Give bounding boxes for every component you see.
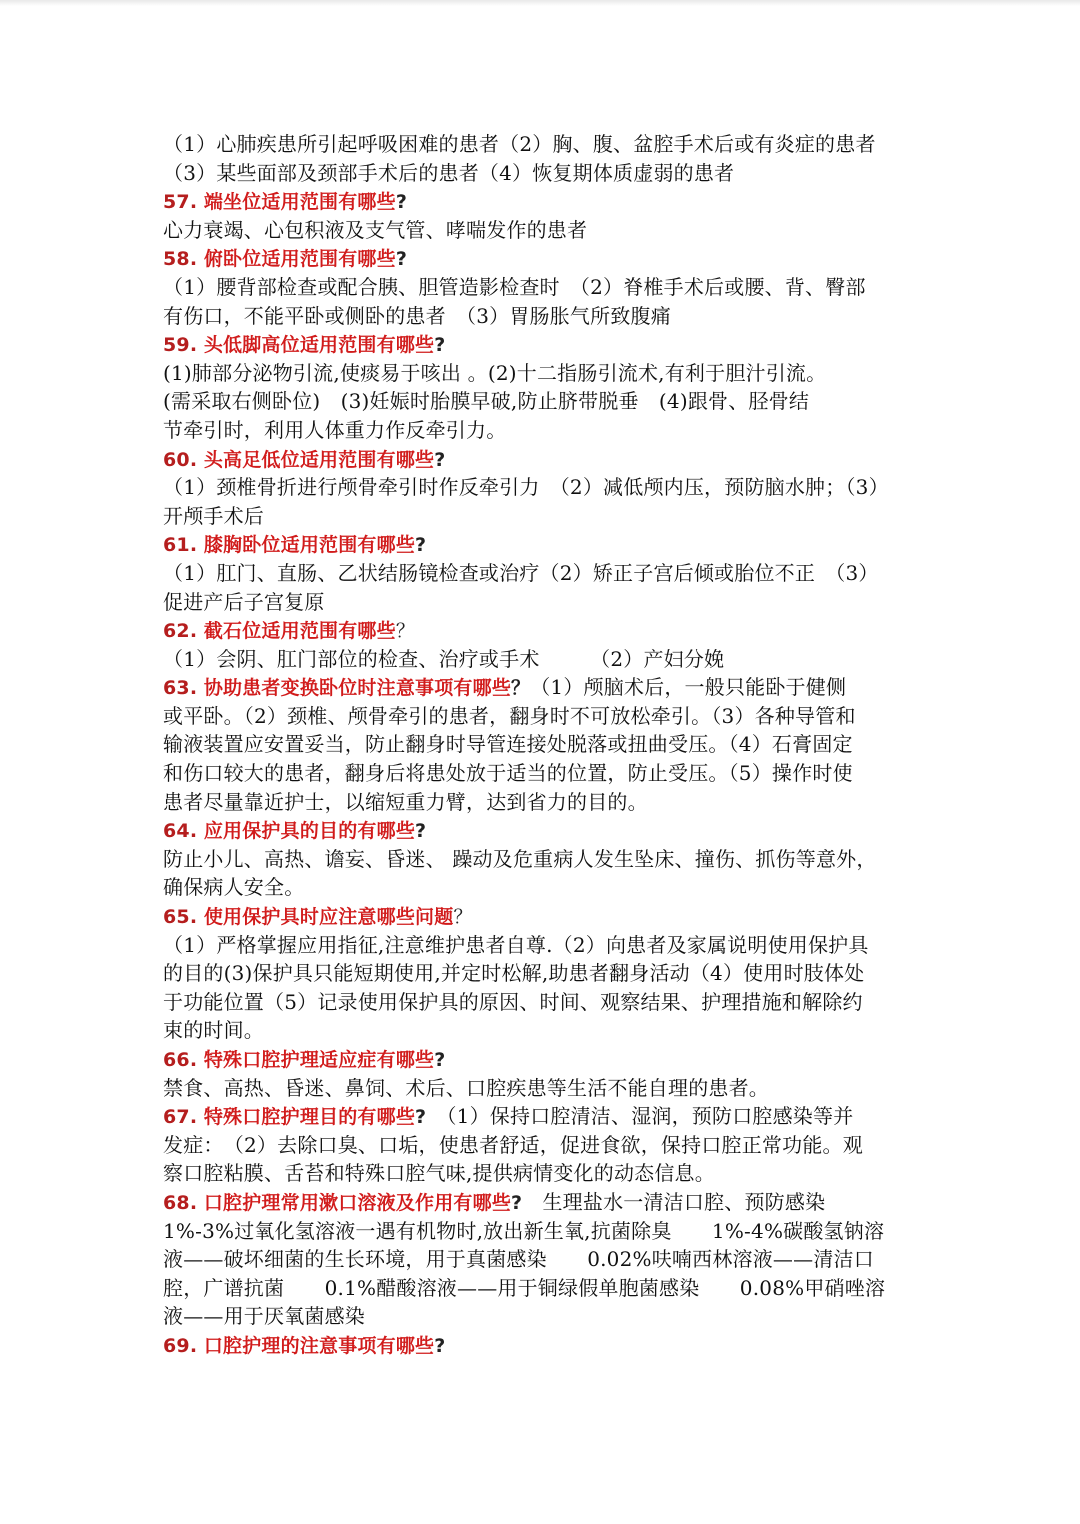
question-title: 端坐位适用范围有哪些 [203, 191, 396, 214]
question-mark: ? [434, 1334, 446, 1357]
answer-line: 和伤口较大的患者，翻身后将患处放于适当的位置，防止受压。（5）操作时使 [163, 761, 853, 786]
inline-answer: （1）保持口腔清洁、湿润，预防口腔感染等并 [426, 1104, 854, 1129]
question-title: 使用保护具时应注意哪些问题 [203, 906, 454, 929]
intro-line: （1）心肺疾患所引起呼吸困难的患者（2）胸、腹、盆腔手术后或有炎症的患者 [163, 132, 876, 156]
answer-line: （1）会阴、肛门部位的检查、治疗或手术 （2）产妇分娩 [163, 646, 725, 671]
answer-line: 于功能位置（5）记录使用保护具的原因、时间、观察结果、护理措施和解除约 [163, 989, 863, 1014]
answer-line: 1%-3%过氧化氢溶液一遇有机物时,放出新生氧,抗菌除臭 1%-4%碳酸氢钠溶 [163, 1218, 885, 1243]
question-number: 65. [163, 906, 198, 929]
inline-answer: （1）颅脑术后，一般只能卧于健侧 [530, 675, 847, 700]
intro-line: （3）某些面部及颈部手术后的患者（4）恢复期体质虚弱的患者 [163, 160, 735, 185]
answer-line: 心力衰竭、心包积液及支气管、哮喘发作的患者 [163, 217, 588, 242]
question-number: 67. [163, 1106, 198, 1129]
question-heading [163, 1188, 923, 1217]
answer-line: （1）腰背部检查或配合胰、胆管造影检查时 （2）脊椎手术后或腰、背、臀部 [163, 274, 866, 299]
answer-line: 输液装置应安置妥当，防止翻身时导管连接处脱落或扭曲受压。（4）石膏固定 [163, 732, 853, 757]
question-mark: ? [511, 1191, 523, 1214]
question-title: 截石位适用范围有哪些 [203, 620, 396, 643]
inline-answer: 生理盐水一清洁口腔、预防感染 [522, 1189, 826, 1214]
answer-line: 开颅手术后 [163, 503, 264, 528]
answer-line: 的目的(3)保护具只能短期使用,并定时松解,助患者翻身活动（4）使用时肢体处 [163, 961, 865, 986]
answer-line: 束的时间。 [163, 1018, 264, 1043]
question-heading [163, 187, 923, 216]
question-number: 64. [163, 820, 198, 843]
question-title: 应用保护具的目的有哪些 [203, 820, 416, 843]
question-heading [163, 244, 923, 273]
answer-line: （1）严格掌握应用指征,注意维护患者自尊.（2）向患者及家属说明使用保护具 [163, 932, 869, 957]
question-heading [163, 816, 923, 845]
question-heading [163, 1331, 923, 1360]
answer-line: 液——用于厌氧菌感染 [163, 1304, 365, 1329]
scan-edge-shadow [0, 0, 1080, 6]
question-number: 61. [163, 534, 198, 557]
question-number: 66. [163, 1049, 198, 1071]
answer-line: （1）肛门、直肠、乙状结肠镜检查或治疗（2）矫正子宫后倾或胎位不正 （3） [163, 560, 879, 585]
question-title: 特殊口腔护理适应症有哪些 [203, 1049, 435, 1071]
question-mark: ？ [511, 677, 531, 700]
question-title: 头低脚高位适用范围有哪些 [203, 334, 435, 357]
question-number: 57. [163, 191, 198, 214]
question-mark: ? [415, 534, 427, 557]
answer-line: 发症： （2）去除口臭、口垢，使患者舒适，促进食欲，保持口腔正常功能。观 [163, 1132, 863, 1157]
question-heading [163, 445, 923, 474]
answer-line: 有伤口，不能平卧或侧卧的患者 （3）胃肠胀气所致腹痛 [163, 303, 671, 328]
question-number: 68. [163, 1191, 198, 1214]
question-mark: ? [434, 1049, 446, 1071]
question-mark: ? [434, 448, 446, 471]
question-number: 58. [163, 248, 198, 271]
answer-line: 禁食、高热、昏迷、鼻饲、术后、口腔疾患等生活不能自理的患者。 [163, 1075, 769, 1100]
answer-line: 察口腔粘膜、舌苔和特殊口腔气味,提供病情变化的动态信息。 [163, 1161, 715, 1186]
question-number: 63. [163, 677, 198, 700]
question-heading [163, 330, 923, 359]
question-mark: ？ [453, 906, 473, 929]
question-number: 59. [163, 334, 198, 357]
answer-line: 患者尽量靠近护士，以缩短重力臂，达到省力的目的。 [163, 789, 648, 814]
question-mark: ? [415, 1106, 427, 1129]
question-heading [163, 530, 923, 559]
question-number: 69. [163, 1334, 198, 1357]
answer-line: 节牵引时，利用人体重力作反牵引力。 [163, 417, 507, 442]
question-mark: ? [415, 820, 427, 843]
question-title: 膝胸卧位适用范围有哪些 [203, 534, 416, 557]
question-heading [163, 616, 923, 645]
question-mark: ? [395, 191, 408, 214]
question-title: 俯卧位适用范围有哪些 [203, 248, 396, 271]
question-heading [163, 1045, 923, 1074]
answer-line: (需采取右侧卧位) (3)妊娠时胎膜早破,防止脐带脱垂 (4)跟骨、胫骨结 [163, 389, 810, 414]
question-mark: ？ [395, 620, 416, 643]
answer-line: 防止小儿、高热、谵妄、昏迷、 躁动及危重病人发生坠床、撞伤、抓伤等意外， [163, 846, 877, 871]
question-title: 协助患者变换卧位时注意事项有哪些 [203, 677, 512, 700]
question-title: 特殊口腔护理目的有哪些 [203, 1106, 416, 1129]
answer-line: （1）颈椎骨折进行颅骨牵引时作反牵引力 （2）减低颅内压，预防脑水肿；（3） [163, 475, 889, 500]
page-content [163, 130, 923, 1360]
answer-line: 腔，广谱抗菌 0.1%醋酸溶液——用于铜绿假单胞菌感染 0.08%甲硝唑溶 [163, 1275, 886, 1300]
answer-line: 液——破坏细菌的生长环境，用于真菌感染 0.02%呋喃西林溶液——清洁口 [163, 1247, 874, 1272]
question-title: 口腔护理常用漱口溶液及作用有哪些 [203, 1191, 512, 1214]
answer-line: 确保病人安全。 [163, 875, 305, 900]
question-mark: ? [395, 248, 408, 271]
question-heading [163, 1102, 923, 1131]
answer-line: (1)肺部分泌物引流,使痰易于咳出 。(2)十二指肠引流术,有利于胆汁引流。 [163, 360, 827, 385]
answer-line: 或平卧。（2）颈椎、颅骨牵引的患者，翻身时不可放松牵引。（3）各种导管和 [163, 703, 856, 728]
question-mark: ? [434, 334, 446, 357]
question-heading [163, 673, 923, 702]
question-title: 口腔护理的注意事项有哪些 [203, 1334, 435, 1357]
answer-line: 促进产后子宫复原 [163, 589, 325, 614]
question-title: 头高足低位适用范围有哪些 [203, 448, 435, 471]
question-heading [163, 902, 923, 931]
question-number: 60. [163, 448, 198, 471]
question-number: 62. [163, 620, 198, 643]
